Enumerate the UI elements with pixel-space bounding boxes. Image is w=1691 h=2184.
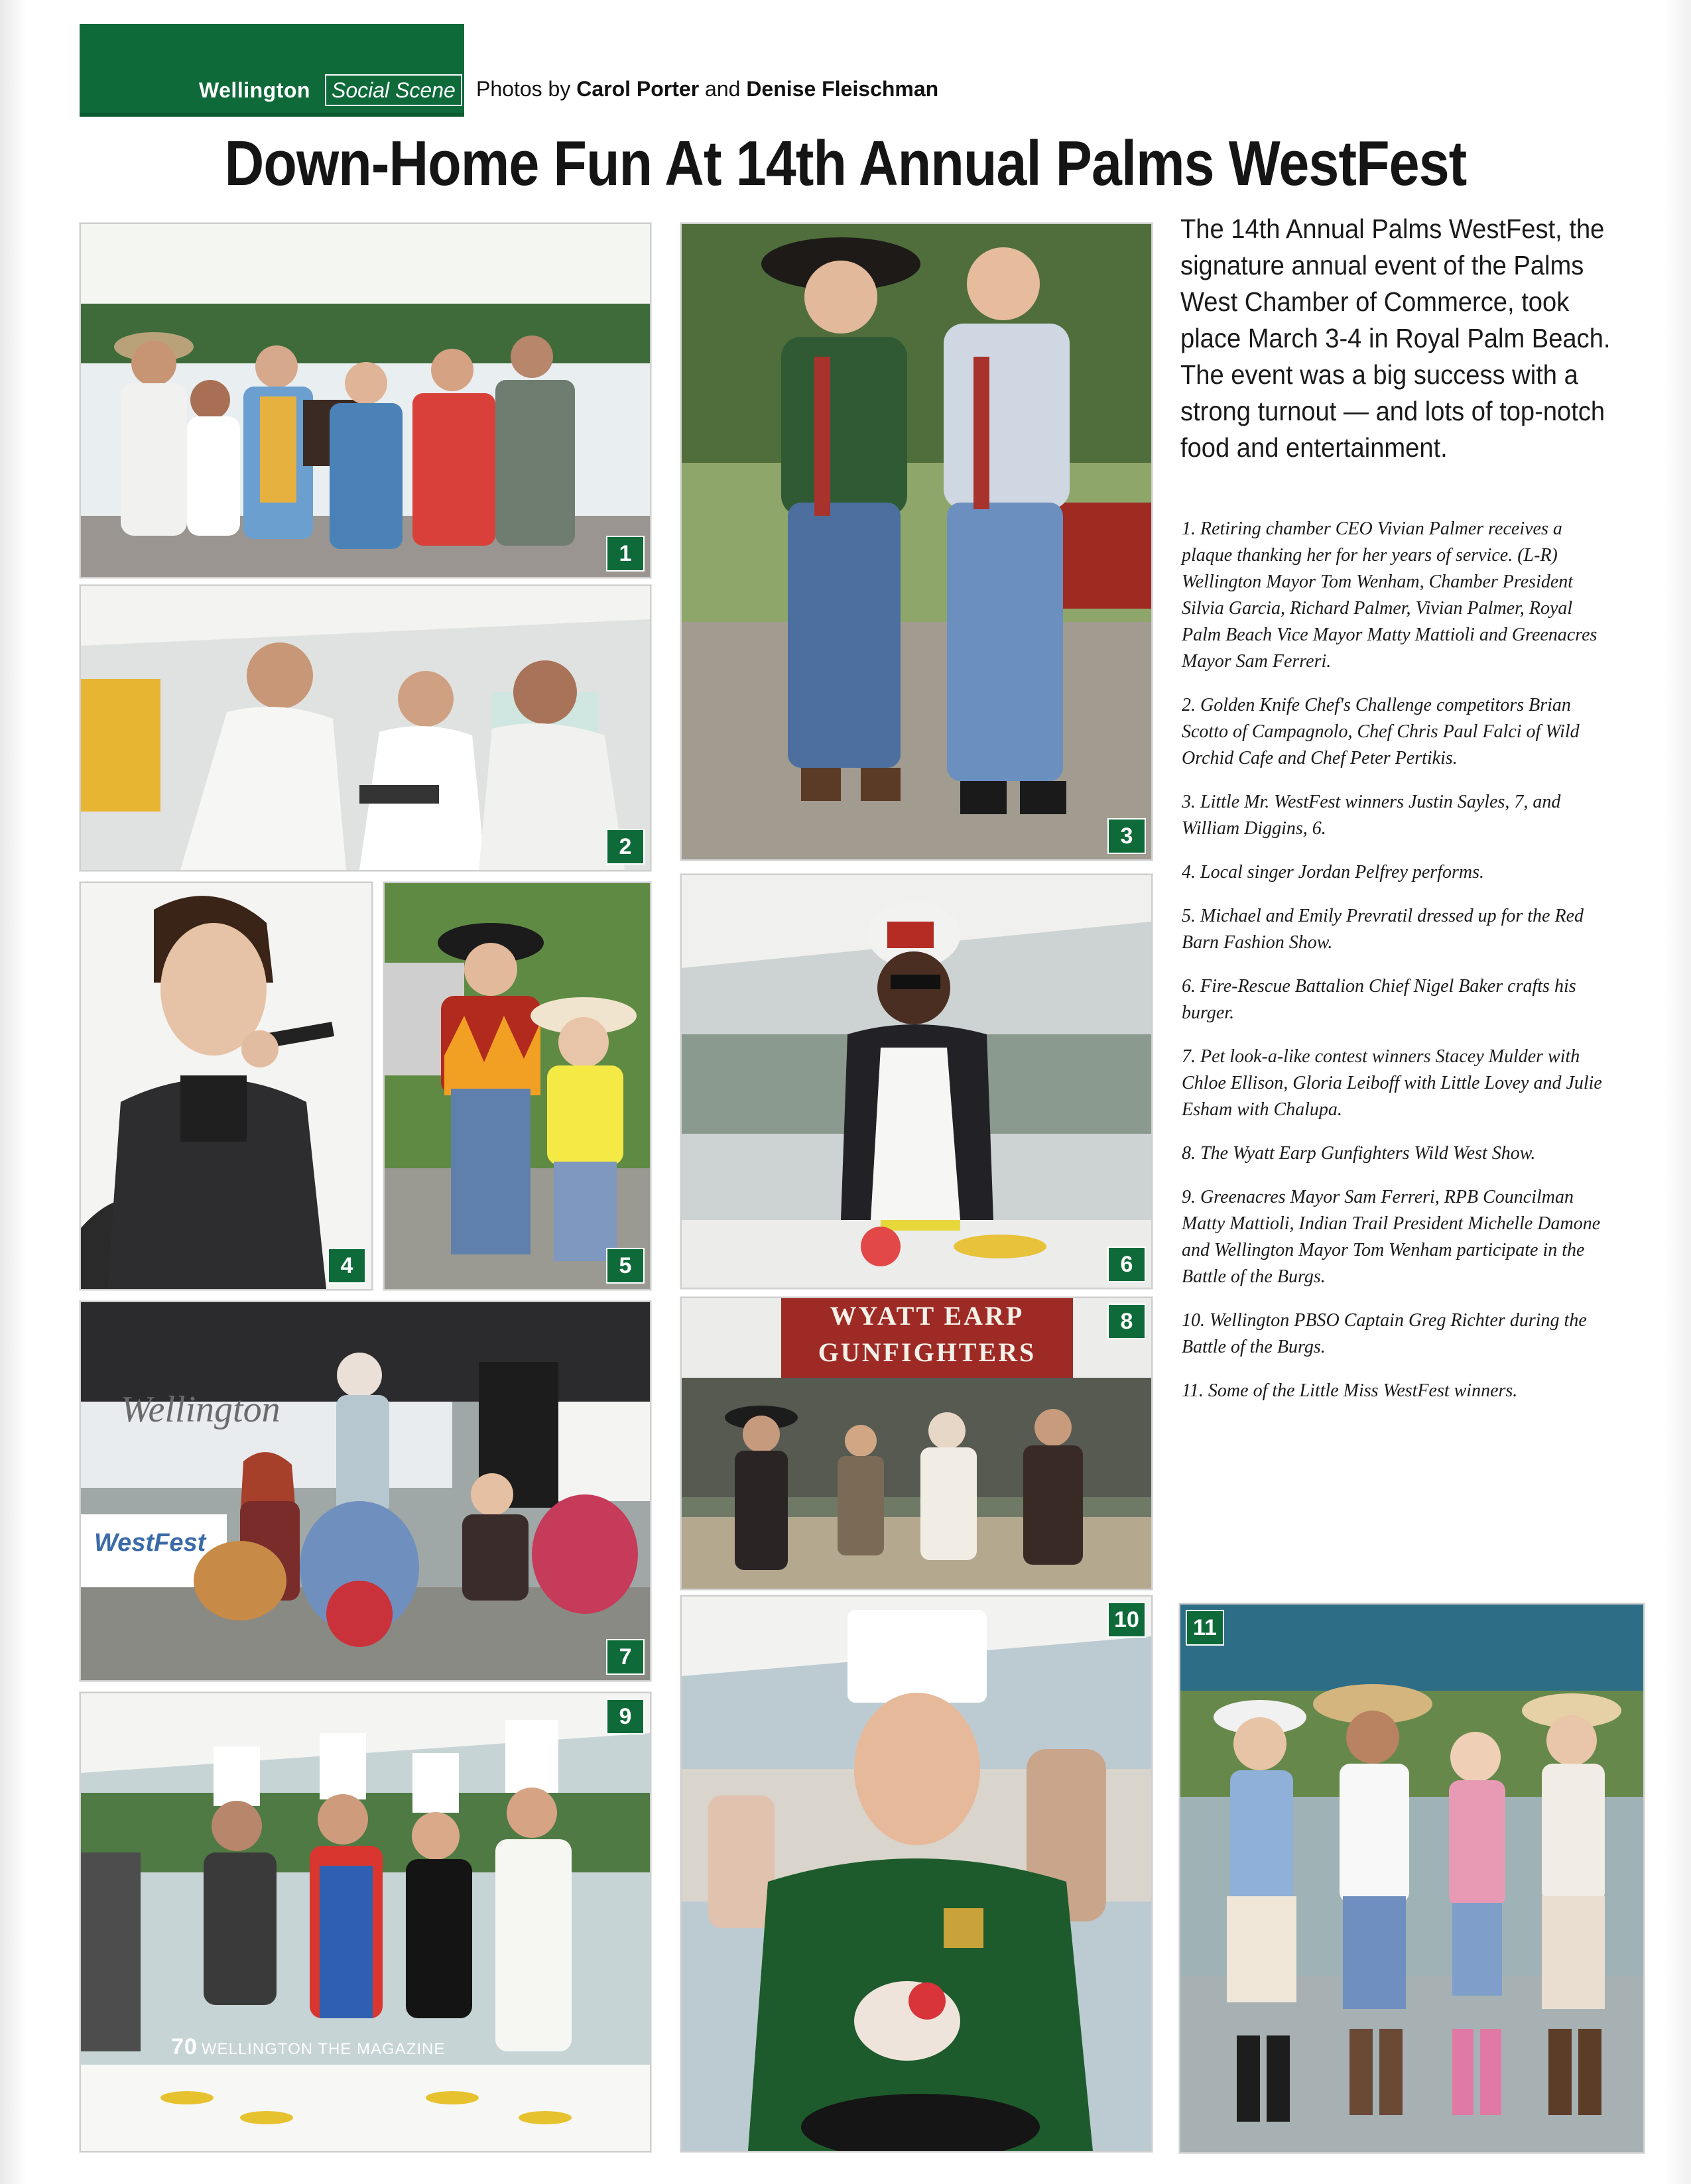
- photo-6-image: [682, 875, 1151, 1288]
- caption-7: 7. Pet look-a-like contest winners Stacey Mulder with Chloe Ellison, Gloria Leiboff with Little Lovey and Julie Esham with Chalupa.: [1182, 1046, 1602, 1120]
- photo-3-image: [682, 224, 1151, 859]
- caption-9: 9. Greenacres Mayor Sam Ferreri, RPB Councilman Matty Mattioli, Indian Trail President Michelle Damone and Wellington Mayor Tom Wenham participate in the Battle of the Burgs.: [1182, 1187, 1601, 1287]
- header-section-label: Social Scene: [325, 74, 462, 106]
- magazine-name: WELLINGTON THE MAGAZINE: [201, 2040, 446, 2058]
- photo-8-number: 8: [1107, 1304, 1146, 1339]
- photo-7: [80, 1301, 651, 1681]
- photo-credits: [476, 77, 938, 101]
- photo-7-number: 7: [606, 1639, 645, 1675]
- page-folio: [171, 2034, 445, 2060]
- photo-6-number: 6: [1107, 1246, 1146, 1282]
- caption-6: 6. Fire-Rescue Battalion Chief Nigel Baker crafts his burger.: [1182, 976, 1576, 1023]
- photo-3: [680, 223, 1153, 861]
- caption-10: 10. Wellington PBSO Captain Greg Richter during the Battle of the Burgs.: [1182, 1310, 1587, 1357]
- photo-8-sign-line-2: GUNFIGHTERS: [818, 1337, 1036, 1367]
- photo-8-image: [682, 1298, 1151, 1589]
- photo-5-image: [385, 883, 650, 1289]
- photo-7-banner-text: WestFest: [94, 1529, 206, 1557]
- photo-2-number: 2: [606, 829, 645, 865]
- photo-8-sign-line-1: WYATT EARP: [830, 1301, 1025, 1331]
- photo-5-number: 5: [606, 1248, 645, 1284]
- credits-and: and: [699, 77, 747, 101]
- photo-7-image: [81, 1302, 650, 1680]
- photo-6: [680, 874, 1153, 1289]
- photo-9-image: [81, 1693, 650, 2151]
- photo-10: [680, 1595, 1153, 2152]
- headline: Down-Home Fun At 14th Annual Palms WestFest: [224, 128, 1467, 199]
- photo-9: [80, 1692, 651, 2152]
- photo-captions: [1182, 516, 1606, 1422]
- photo-11: [1179, 1603, 1645, 2154]
- photo-1: [80, 223, 651, 578]
- photo-2-image: [81, 586, 650, 870]
- caption-5: 5. Michael and Emily Prevratil dressed up for the Red Barn Fashion Show.: [1182, 906, 1584, 953]
- photo-10-image: [682, 1597, 1151, 2151]
- photographer-1: Carol Porter: [576, 77, 700, 101]
- caption-11: 11. Some of the Little Miss WestFest winners.: [1182, 1380, 1518, 1401]
- photo-5: [383, 882, 651, 1290]
- credits-prefix: Photos by: [476, 77, 577, 101]
- photographer-2: Denise Fleischman: [746, 77, 939, 101]
- photo-3-number: 3: [1107, 818, 1146, 854]
- intro-paragraph: The 14th Annual Palms WestFest, the signature annual event of the Palms West Chamber of Commerce, took place March 3-4 in Royal Palm Beach. The event was a big success with a strong turnout — and lots of top-notch food and entertainment.: [1180, 213, 1611, 463]
- photo-8: [680, 1297, 1153, 1590]
- photo-10-number: 10: [1107, 1602, 1146, 1638]
- caption-2: 2. Golden Knife Chef's Challenge competitors Brian Scotto of Campagnolo, Chef Chris Paul Falci of Wild Orchid Cafe and Chef Peter Pertikis.: [1182, 695, 1580, 768]
- caption-1: 1. Retiring chamber CEO Vivian Palmer receives a plaque thanking her for her years of service. (L-R) Wellington Mayor Tom Wenham, Chamber President Silvia Garcia, Richard Palmer, Vivian Palmer, Royal Palm Beach Vice Mayor Matty Mattioli and Greenacres Mayor Sam Ferreri.: [1182, 518, 1597, 672]
- photo-4: [80, 882, 373, 1290]
- photo-11-number: 11: [1186, 1610, 1224, 1646]
- page-number: 70: [171, 2034, 198, 2059]
- photo-4-image: [81, 883, 371, 1289]
- caption-3: 3. Little Mr. WestFest winners Justin Sayles, 7, and William Diggins, 6.: [1182, 792, 1561, 839]
- photo-1-number: 1: [606, 536, 645, 572]
- caption-8: 8. The Wyatt Earp Gunfighters Wild West Show.: [1182, 1143, 1536, 1164]
- photo-4-number: 4: [328, 1248, 366, 1284]
- photo-1-image: [81, 224, 650, 577]
- photo-9-number: 9: [606, 1699, 645, 1734]
- photo-7-stage-text: Wellington: [121, 1389, 281, 1430]
- header-brand: Wellington: [199, 78, 310, 102]
- photo-2: [80, 585, 651, 871]
- photo-11-image: [1180, 1605, 1643, 2152]
- caption-4: 4. Local singer Jordan Pelfrey performs.: [1182, 862, 1484, 882]
